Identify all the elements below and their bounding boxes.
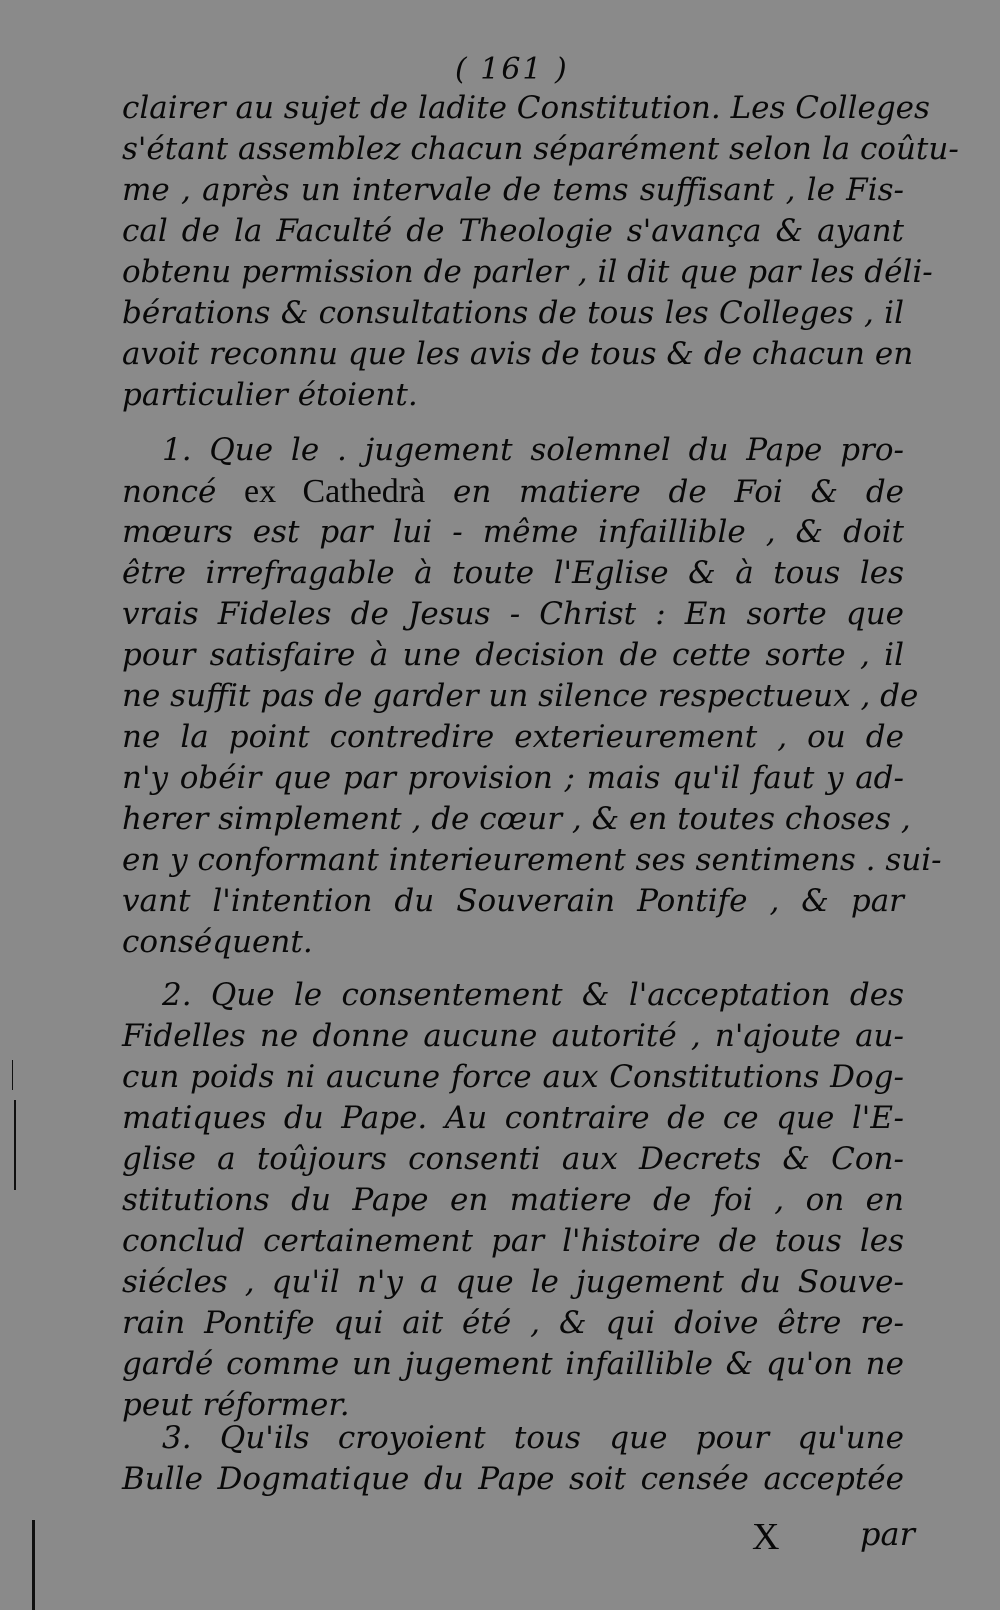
text-line: cun poids ni aucune force aux Constitutions Dog- bbox=[122, 1059, 904, 1095]
text-line: mœurs est par lui - même infaillible , & doit bbox=[122, 514, 904, 550]
text-line: me , après un intervale de tems suffisant , le Fis- bbox=[122, 172, 904, 208]
scan-edge-mark bbox=[14, 1100, 16, 1190]
text-line: cal de la Faculté de Theologie s'avança & ayant bbox=[122, 213, 904, 249]
text-line: s'étant assemblez chacun séparément selon la coûtu- bbox=[122, 131, 959, 167]
page-number: ( 161 ) bbox=[455, 52, 569, 87]
text-line bbox=[122, 471, 904, 512]
text-line: siécles , qu'il n'y a que le jugement du Souve- bbox=[122, 1264, 904, 1300]
text-fragment: noncé bbox=[122, 474, 217, 510]
text-line: avoit reconnu que les avis de tous & de chacun en bbox=[122, 336, 914, 372]
text-line: 3. Qu'ils croyoient tous que pour qu'une bbox=[162, 1420, 904, 1456]
text-line: Bulle Dogmatique du Pape soit censée acceptée bbox=[122, 1461, 904, 1497]
text-line: bérations & consultations de tous les Colleges , il bbox=[122, 295, 904, 331]
text-line: conclud certainement par l'histoire de tous les bbox=[122, 1223, 904, 1259]
text-line: obtenu permission de parler , il dit que par les déli- bbox=[122, 254, 933, 290]
intro-paragraph bbox=[122, 88, 959, 416]
text-line: être irrefragable à toute l'Eglise & à tous les bbox=[122, 555, 904, 591]
text-line: herer simplement , de cœur , & en toutes choses , bbox=[122, 801, 911, 837]
text-line: pour satisfaire à une decision de cette sorte , il bbox=[122, 637, 904, 673]
text-line: ne la point contredire exterieurement , ou de bbox=[122, 719, 904, 755]
text-line: matiques du Pape. Au contraire de ce que l'E- bbox=[122, 1100, 904, 1136]
text-line: Fidelles ne donne aucune autorité , n'ajoute au- bbox=[122, 1018, 904, 1054]
latin-phrase: ex Cathedrà bbox=[244, 473, 426, 510]
article-2-paragraph bbox=[122, 975, 904, 1426]
scan-edge-mark bbox=[12, 1060, 13, 1090]
text-line: gardé comme un jugement infaillible & qu'on ne bbox=[122, 1346, 904, 1382]
text-line: vant l'intention du Souverain Pontife , & par bbox=[122, 883, 904, 919]
text-fragment: en matiere de Foi & de bbox=[452, 474, 905, 510]
text-line: vrais Fideles de Jesus - Christ : En sorte que bbox=[122, 596, 904, 632]
text-line: conséquent. bbox=[122, 924, 313, 960]
article-1-paragraph bbox=[122, 430, 942, 963]
text-line: rain Pontife qui ait été , & qui doive être re- bbox=[122, 1305, 904, 1341]
text-line: 1. Que le . jugement solemnel du Pape pro- bbox=[162, 432, 904, 468]
text-line: clairer au sujet de ladite Constitution. Les Colleges bbox=[122, 90, 930, 126]
text-line: particulier étoient. bbox=[122, 377, 418, 413]
scan-edge-mark bbox=[32, 1520, 35, 1610]
text-line: n'y obéir que par provision ; mais qu'il faut y ad- bbox=[122, 760, 904, 796]
text-line: 2. Que le consentement & l'acceptation des bbox=[162, 977, 904, 1013]
text-line: glise a toûjours consenti aux Decrets & Con- bbox=[122, 1141, 904, 1177]
text-line: stitutions du Pape en matiere de foi , on en bbox=[122, 1182, 904, 1218]
text-line: peut réformer. bbox=[122, 1387, 350, 1423]
text-line: en y conformant interieurement ses sentimens . sui- bbox=[122, 842, 942, 878]
article-3-paragraph bbox=[122, 1418, 904, 1500]
text-line: ne suffit pas de garder un silence respectueux , de bbox=[122, 678, 919, 714]
signature-mark: X bbox=[752, 1516, 781, 1558]
page-footer bbox=[0, 1515, 1000, 1558]
catchword: par bbox=[860, 1515, 915, 1553]
